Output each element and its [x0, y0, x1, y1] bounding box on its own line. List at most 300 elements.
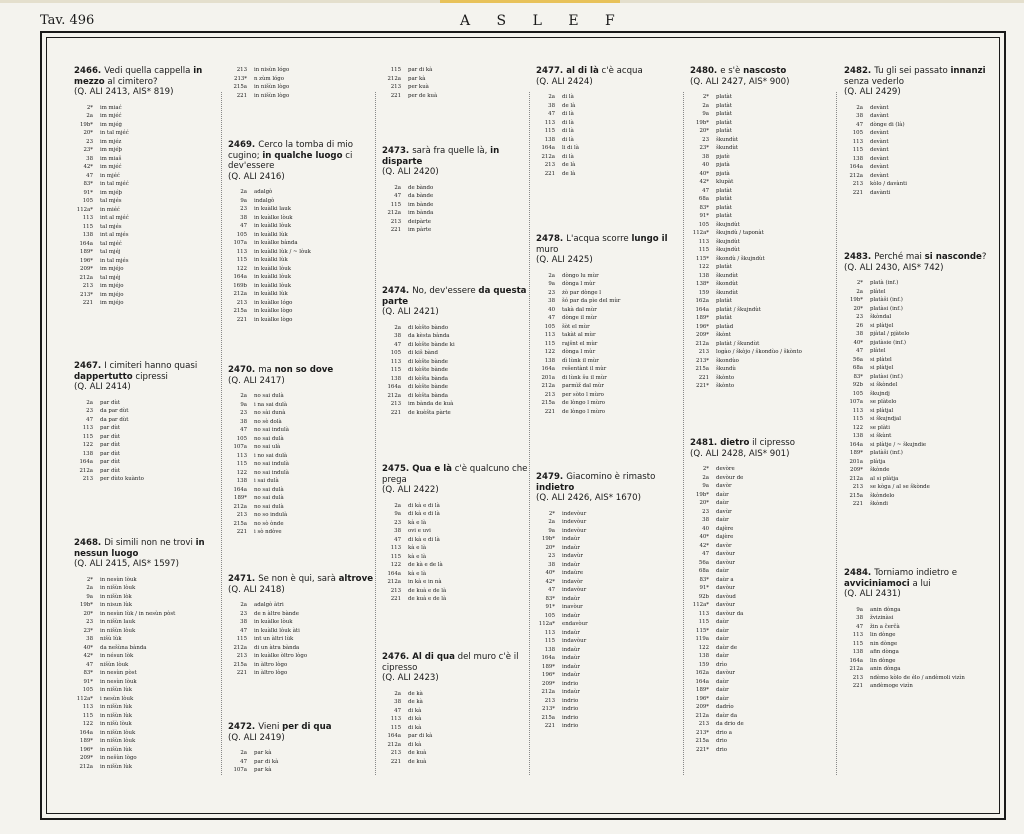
response-row	[228, 635, 376, 644]
response-row	[690, 374, 838, 383]
survey-point: 113	[544, 629, 555, 636]
survey-point: 189*	[80, 738, 93, 744]
response-row	[690, 720, 838, 729]
dialect-form: no so indulà	[254, 512, 288, 518]
response-row	[690, 686, 838, 695]
sentence-text: del muro c'è il cipresso	[382, 652, 519, 673]
response-row	[228, 644, 376, 653]
column-5	[690, 66, 838, 781]
response-row	[844, 313, 992, 322]
survey-point: 115	[390, 367, 401, 373]
response-row	[690, 246, 838, 255]
survey-point: 107a	[849, 399, 863, 405]
response-row	[74, 458, 222, 467]
response-row	[228, 265, 376, 274]
response-row	[74, 248, 222, 257]
dialect-form: afin dònga	[870, 649, 899, 655]
dialect-form: in kà e in nà	[408, 579, 442, 585]
response-row	[228, 469, 376, 478]
survey-point: 221	[236, 670, 247, 676]
response-row	[228, 83, 376, 92]
survey-point: 201a	[849, 458, 863, 465]
survey-point: 38	[86, 155, 93, 162]
dialect-form: šó par da pìe del mùr	[562, 298, 621, 304]
response-row	[690, 559, 838, 568]
response-row	[536, 348, 684, 357]
dialect-form: logào / škòjo / škondùo / škònto	[716, 349, 802, 355]
source-reference: (Q. ALI 2429)	[844, 87, 901, 97]
survey-point: 122	[390, 562, 401, 568]
source-reference: (Q. ALI 2415, AIS* 1597)	[74, 559, 179, 569]
survey-point: 2*	[548, 510, 555, 517]
source-reference: (Q. ALI 2420)	[382, 167, 439, 177]
source-reference: (Q. ALI 2421)	[382, 307, 439, 317]
survey-point: 221	[698, 374, 709, 381]
response-row	[536, 289, 684, 298]
dialect-form: par dùt	[100, 467, 121, 474]
dialect-form: platàt	[716, 196, 732, 202]
survey-point: 20*	[83, 130, 93, 136]
dialect-form: kà e là	[408, 519, 427, 526]
dialect-form: i sai dulà	[254, 478, 279, 484]
dialect-form: di kiš bànd	[408, 350, 438, 356]
response-row	[690, 289, 838, 298]
sentence-text: c'è acqua	[598, 66, 643, 76]
dialect-form: indaùre	[562, 570, 584, 576]
response-row	[844, 339, 992, 348]
dialect-form: di kèšte bànde ki	[408, 341, 455, 348]
response-row	[382, 724, 530, 733]
response-row	[844, 155, 992, 164]
survey-point: 2a	[240, 189, 247, 195]
dialect-form: in nišùn lòuk	[100, 738, 136, 744]
response-row	[74, 584, 222, 593]
survey-point: 42*	[83, 653, 93, 659]
sentence-text: L'acqua scorre	[566, 234, 632, 244]
dialect-form: indaùr	[562, 629, 580, 636]
survey-point: 221	[236, 316, 247, 323]
survey-point: 56a	[698, 559, 709, 566]
response-row	[74, 669, 222, 678]
response-row	[844, 347, 992, 356]
source-reference: (Q. ALI 2417)	[228, 375, 285, 386]
survey-point: 115	[544, 638, 555, 644]
response-list	[382, 502, 530, 604]
survey-point: 112a*	[76, 695, 93, 702]
headword: da questa parte	[382, 286, 527, 307]
survey-point: 209*	[542, 680, 555, 687]
dialect-form: li di là	[562, 145, 579, 151]
source-reference: (Q. ALI 2427, AIS* 900)	[690, 76, 790, 87]
survey-point: 138	[544, 136, 555, 143]
response-list	[844, 104, 992, 198]
dialect-form: si plàtel	[870, 356, 892, 363]
response-row	[74, 172, 222, 181]
entry-number: 2476.	[382, 652, 413, 662]
response-row	[536, 119, 684, 128]
dialect-form: platàsi (inf.)	[870, 305, 903, 312]
survey-point: 40	[548, 306, 555, 313]
dialect-form: indrio	[562, 697, 579, 704]
response-row	[382, 527, 530, 536]
response-row	[74, 601, 222, 610]
response-row	[382, 375, 530, 384]
survey-point: 113	[236, 452, 247, 459]
survey-point: 92b	[852, 382, 863, 388]
response-row	[382, 544, 530, 553]
survey-point: 213*	[542, 706, 555, 712]
response-row	[690, 187, 838, 196]
dialect-form: indaùr	[562, 689, 580, 695]
response-row	[228, 197, 376, 206]
dialect-form: plàtel	[870, 348, 886, 354]
sentence-text: Perché mai	[874, 252, 925, 262]
response-row	[690, 323, 838, 332]
dialect-form: par di kà	[254, 758, 279, 765]
dialect-form: par dùt	[100, 399, 121, 406]
sentence-text: e s'è	[720, 66, 744, 76]
survey-point: 20*	[83, 610, 93, 617]
response-row	[536, 595, 684, 604]
dialect-form: davòur	[716, 585, 736, 591]
response-row	[844, 288, 992, 297]
response-row	[690, 516, 838, 525]
response-row	[74, 678, 222, 687]
response-row	[690, 255, 838, 264]
response-row	[844, 146, 992, 155]
survey-point: 138	[852, 649, 863, 655]
headword: in qualche luogo	[262, 150, 343, 161]
survey-point: 38	[702, 153, 709, 160]
survey-point: 196*	[542, 672, 555, 678]
survey-point: 23	[86, 619, 93, 625]
dialect-form: platàt	[716, 298, 732, 304]
response-row	[536, 586, 684, 595]
survey-point: 122	[236, 469, 247, 476]
entry-heading	[228, 574, 376, 595]
response-row	[844, 424, 992, 433]
response-row	[536, 297, 684, 306]
survey-point: 212a	[387, 210, 401, 216]
survey-point: 2a	[394, 184, 401, 191]
response-row	[382, 570, 530, 579]
dialect-form: di lùnk šu il mùr	[562, 374, 607, 381]
response-row	[690, 382, 838, 391]
survey-point: 38	[548, 102, 555, 109]
response-row	[74, 282, 222, 291]
sentence-text: muro	[536, 244, 559, 255]
survey-point: 215a	[233, 520, 247, 527]
survey-point: 19b*	[849, 297, 863, 303]
response-row	[74, 180, 222, 189]
dialect-form: in kuàlki lòuk àti	[254, 627, 300, 634]
entry-number: 2470.	[228, 365, 259, 375]
response-row	[74, 231, 222, 240]
survey-point: 19b*	[79, 121, 93, 128]
dialect-form: par kà	[254, 750, 272, 756]
entry-number: 2480.	[690, 66, 721, 76]
dialect-form: indevòur	[562, 527, 587, 534]
dialect-form: platàsi (inf.)	[870, 373, 903, 380]
response-row	[536, 697, 684, 706]
response-list	[74, 399, 222, 484]
response-list	[382, 184, 530, 235]
dialect-form: nin dònge	[870, 640, 898, 647]
survey-point: 47	[856, 348, 863, 354]
survey-point: 115	[852, 640, 863, 647]
dialect-form: da kèsta bànda	[408, 333, 450, 339]
survey-point: 212a	[695, 712, 709, 719]
survey-point: 115*	[696, 255, 709, 262]
response-row	[690, 297, 838, 306]
survey-point: 164a	[233, 486, 247, 493]
survey-point: 19b*	[695, 119, 709, 126]
response-list	[382, 690, 530, 767]
dialect-form: in tal mjéć	[100, 181, 129, 187]
survey-point: 189*	[850, 450, 863, 456]
survey-point: 212a	[849, 475, 863, 482]
response-row	[228, 307, 376, 316]
dialect-form: endavòur	[562, 621, 588, 627]
response-row	[536, 671, 684, 680]
headword: altrove	[338, 574, 374, 584]
response-row	[74, 433, 222, 442]
survey-point: 122	[544, 349, 555, 355]
response-row	[382, 226, 530, 235]
dialect-form: indalgò	[254, 197, 275, 204]
sentence-text: I cimiteri hanno quasi	[104, 361, 198, 371]
dialect-form: davòr	[716, 483, 732, 489]
survey-point: 2a	[394, 502, 401, 509]
survey-point: 9a	[240, 401, 247, 408]
survey-point: 115	[82, 712, 93, 719]
response-row	[536, 705, 684, 714]
response-row	[844, 665, 992, 674]
dialect-form: davùr	[716, 508, 732, 515]
survey-point: 38	[856, 331, 863, 337]
survey-point: 164a	[79, 729, 93, 736]
survey-point: 2a	[548, 519, 555, 525]
dialect-form: dònga l mùr	[562, 349, 596, 355]
survey-point: 221	[390, 758, 401, 765]
response-row	[536, 680, 684, 689]
dialect-form: si plàtjel	[870, 322, 894, 329]
entry-number: 2469.	[228, 140, 259, 150]
dialect-form: drio	[716, 746, 727, 753]
survey-point: 212a	[387, 579, 401, 585]
dialect-form: indrio	[562, 723, 579, 729]
entry-heading	[382, 652, 530, 684]
response-row	[74, 627, 222, 636]
survey-point: 212a	[541, 153, 555, 160]
survey-point: 201a	[541, 374, 555, 381]
survey-point: 164a	[541, 366, 555, 372]
survey-point: 196*	[80, 257, 93, 264]
survey-point: 215a	[233, 308, 247, 314]
survey-point: 2a	[394, 690, 401, 697]
dialect-form: devànt	[870, 147, 889, 153]
dialect-form: de là	[562, 102, 576, 109]
dialect-form: da nešùna bànda	[100, 644, 147, 651]
response-row	[228, 282, 376, 291]
response-row	[690, 229, 838, 238]
survey-point: 113	[390, 716, 401, 722]
response-row	[382, 690, 530, 699]
headword: nascosto	[743, 66, 787, 76]
response-row	[690, 195, 838, 204]
dialect-form: indavùr	[562, 553, 583, 559]
map-entry	[228, 722, 376, 775]
response-row	[382, 758, 530, 767]
dialect-form: di kèšta bànda	[408, 375, 449, 382]
dialect-form: daùr de	[716, 644, 738, 651]
dialect-form: no sai indulà	[254, 469, 289, 476]
response-row	[228, 290, 376, 299]
survey-point: 164a	[849, 441, 863, 448]
dialect-form: škundù	[716, 366, 736, 372]
dialect-form: devànt	[870, 164, 889, 170]
survey-point: 138	[544, 357, 555, 364]
survey-point: 209*	[696, 704, 709, 710]
dialect-form: škundùt	[716, 289, 739, 296]
response-row	[382, 324, 530, 333]
source-reference: (Q. ALI 2426, AIS* 1670)	[536, 493, 641, 503]
dialect-form: in nišùn lòuk	[100, 729, 136, 736]
survey-point: 2a	[702, 102, 709, 109]
dialect-form: indaùr	[562, 595, 580, 602]
survey-point: 105	[544, 323, 555, 330]
map-entry	[382, 464, 530, 604]
survey-point: 164a	[695, 678, 709, 685]
survey-point: 138	[82, 450, 93, 457]
survey-point: 213*	[234, 75, 247, 82]
survey-point: 83*	[83, 181, 93, 187]
dialect-form: tal mjéj	[100, 274, 121, 281]
survey-point: 23	[240, 206, 247, 212]
dialect-form: in kuàlki lòuk	[254, 265, 291, 272]
response-row	[382, 218, 530, 227]
response-row	[536, 314, 684, 323]
response-row	[228, 66, 376, 75]
response-row	[228, 231, 376, 240]
response-row	[536, 603, 684, 612]
response-row	[690, 703, 838, 712]
survey-point: 221	[82, 300, 93, 306]
dialect-form: di kèšto bàndo	[408, 324, 449, 331]
entry-number: 2466.	[74, 66, 105, 76]
entry-heading	[536, 234, 684, 266]
survey-point: 213	[852, 484, 863, 490]
dialect-form: devànt	[870, 155, 889, 162]
survey-point: 47	[86, 172, 93, 179]
survey-point: 122	[82, 721, 93, 727]
headword: Al di qua	[412, 652, 455, 662]
survey-point: 212a	[695, 340, 709, 347]
response-row	[536, 722, 684, 731]
dialect-form: de là	[562, 170, 576, 177]
survey-point: 47	[394, 193, 401, 199]
dialect-form: daùr	[716, 517, 729, 523]
response-row	[74, 754, 222, 763]
response-row	[382, 502, 530, 511]
dialect-form: in kuàlki lòuk	[254, 223, 291, 229]
dialect-form: anin dònga	[870, 606, 901, 613]
survey-point: 122	[236, 265, 247, 272]
response-row	[228, 503, 376, 512]
response-row	[690, 661, 838, 670]
dialect-form: platàši (inf.)	[870, 297, 903, 303]
entry-number: 2473.	[382, 146, 413, 156]
survey-point: 107a	[233, 444, 247, 450]
column-2	[228, 66, 376, 781]
survey-point: 38	[86, 636, 93, 642]
dialect-form: si plàtje / ~ škujndie	[870, 441, 927, 448]
map-entry	[536, 472, 684, 731]
sentence-text: Cerco la tomba di mio cugino;	[228, 140, 353, 161]
dialect-form: par dùt	[100, 433, 121, 440]
survey-point: 107a	[233, 240, 247, 246]
response-row	[74, 720, 222, 729]
dialect-form: im mjéþ	[100, 147, 122, 153]
dialect-form: im mjéġ	[100, 121, 122, 128]
dialect-form: in kuàlki lùk / ~ lòuk	[254, 248, 311, 255]
dialect-form: di kèšte bànde	[408, 384, 448, 390]
headword: in nessun luogo	[74, 538, 205, 559]
map-entry	[844, 252, 992, 509]
dialect-form: da bànde	[408, 193, 434, 199]
response-row	[690, 306, 838, 315]
survey-point: 23	[86, 408, 93, 414]
survey-point: 9a	[240, 197, 247, 204]
sentence-text: No, dev'essere	[412, 286, 479, 296]
response-list	[690, 465, 838, 754]
response-row	[690, 584, 838, 593]
survey-point: 91*	[83, 678, 93, 685]
dialect-form: andèmoge vizìn	[870, 683, 913, 689]
response-row	[382, 409, 530, 418]
response-row	[844, 163, 992, 172]
dialect-form: n zùm lógo	[254, 75, 284, 82]
survey-point: 113	[390, 545, 401, 551]
dialect-form: de kuà e de là	[408, 596, 447, 602]
dialect-form: se kòga / al se škònde	[870, 484, 930, 490]
response-row	[690, 678, 838, 687]
survey-point: 212a	[233, 644, 247, 651]
dialect-form: škòndelo	[870, 492, 895, 499]
dialect-form: de kuà	[408, 750, 427, 756]
survey-point: 92b	[698, 593, 709, 600]
survey-point: 38	[240, 418, 247, 425]
response-row	[74, 467, 222, 476]
response-row	[228, 652, 376, 661]
survey-point: 2*	[856, 280, 863, 286]
entry-number: 2482.	[844, 66, 875, 76]
source-reference: (Q. ALI 2414)	[74, 382, 131, 392]
response-row	[536, 518, 684, 527]
response-row	[536, 161, 684, 170]
sentence-text: ?	[981, 252, 987, 262]
dialect-form: in nešùn lògo	[100, 755, 137, 761]
response-row	[690, 365, 838, 374]
survey-point: 112a*	[692, 230, 709, 236]
response-row	[382, 358, 530, 367]
survey-point: 105	[236, 231, 247, 238]
survey-point: 47	[240, 758, 247, 765]
survey-point: 221*	[696, 383, 709, 389]
response-row	[228, 205, 376, 214]
survey-point: 23*	[699, 145, 709, 151]
survey-point: 20*	[699, 500, 709, 506]
